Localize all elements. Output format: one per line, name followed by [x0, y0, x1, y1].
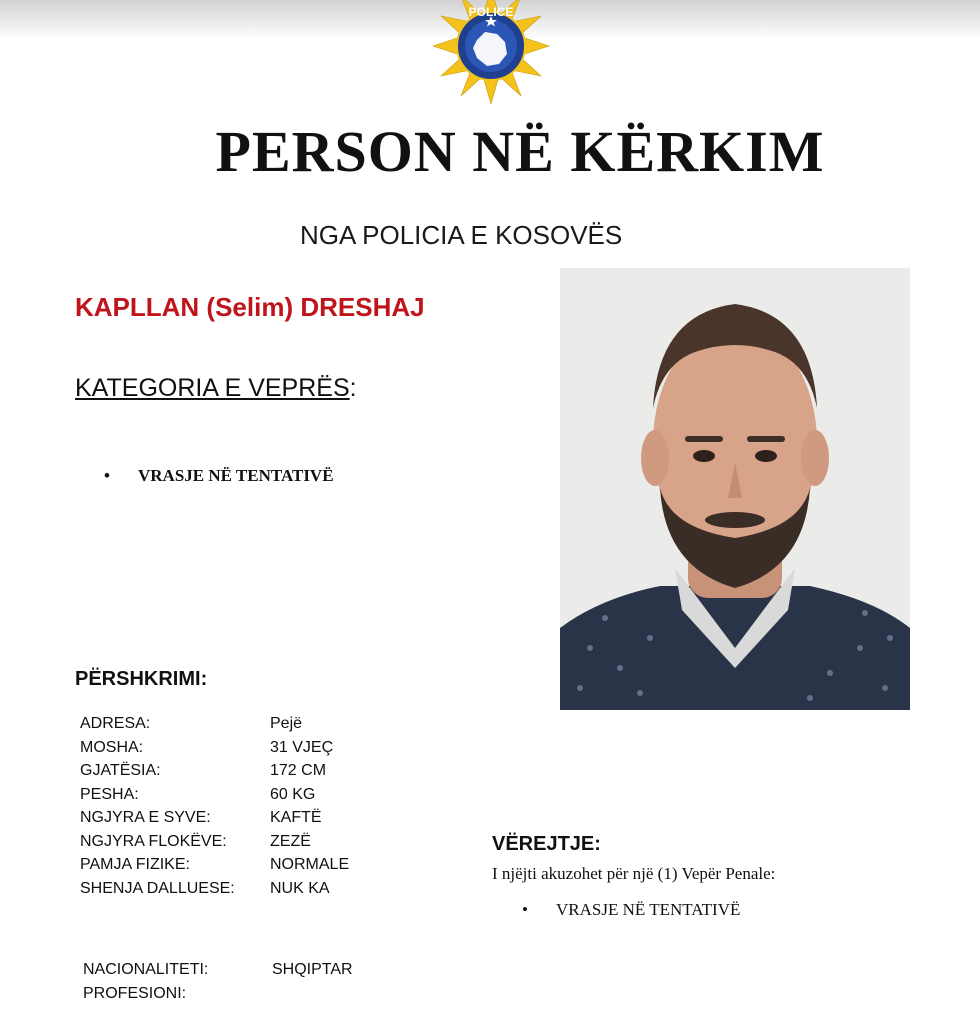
description-row-age [80, 736, 349, 760]
category-label: KATEGORIA E VEPRËS [75, 374, 350, 402]
description-row-eye-color [80, 806, 349, 830]
description-table [80, 712, 349, 900]
description-title: PËRSHKRIMI: [75, 668, 208, 690]
description-row-marks [80, 877, 349, 901]
row-label: PROFESIONI: [83, 985, 187, 1002]
kosovo-police-logo [418, 0, 564, 116]
nationality-table [83, 958, 353, 1006]
bullet-icon: • [522, 900, 528, 919]
row-value: Pejë [270, 715, 303, 732]
remarks-item [522, 900, 740, 920]
row-value: NORMALE [270, 856, 350, 873]
description-row-hair-color [80, 830, 349, 854]
remarks-title: VËREJTJE: [492, 833, 601, 855]
wanted-person-name: KAPLLAN (Selim) DRESHAJ [75, 292, 425, 322]
row-label: ADRESA: [80, 715, 151, 732]
row-label: NGJYRA FLOKËVE: [80, 832, 227, 850]
category-heading [75, 374, 357, 403]
row-value: SHQIPTAR [272, 961, 353, 978]
description-row-address [80, 712, 349, 736]
row-value: 31 VJEÇ [270, 738, 334, 756]
row-label: GJATËSIA: [80, 762, 161, 779]
row-label: PESHA: [80, 785, 139, 803]
row-value: 172 CM [270, 762, 327, 779]
poster-title: PERSON NË KËRKIM [215, 119, 825, 184]
description-row-appearance [80, 853, 349, 877]
remarks-item-text: VRASJE NË TENTATIVË [556, 900, 741, 919]
nationality-row [83, 958, 353, 982]
row-label: NGJYRA E SYVE: [80, 809, 211, 826]
row-label: SHENJA DALLUESE: [80, 879, 235, 897]
row-value: 60 KG [270, 785, 316, 803]
remarks-text: I njëjti akuzohet për një (1) Vepër Penale: [492, 864, 776, 883]
row-value: KAFTË [270, 809, 322, 826]
row-label: NACIONALITETI: [83, 961, 209, 978]
category-item-text: VRASJE NË TENTATIVË [138, 466, 334, 485]
person-photo [560, 268, 910, 710]
profession-row [83, 982, 353, 1006]
bullet-icon: • [104, 466, 110, 485]
description-row-weight [80, 783, 349, 807]
row-value: NUK KA [270, 879, 330, 897]
category-colon: : [349, 374, 357, 402]
row-label: PAMJA FIZIKE: [80, 856, 190, 873]
description-row-height [80, 759, 349, 783]
category-item [104, 466, 334, 486]
row-value: ZEZË [270, 832, 311, 850]
logo-text: POLICE [468, 5, 514, 19]
row-label: MOSHA: [80, 738, 144, 756]
poster-subtitle: NGA POLICIA E KOSOVËS [300, 220, 623, 250]
